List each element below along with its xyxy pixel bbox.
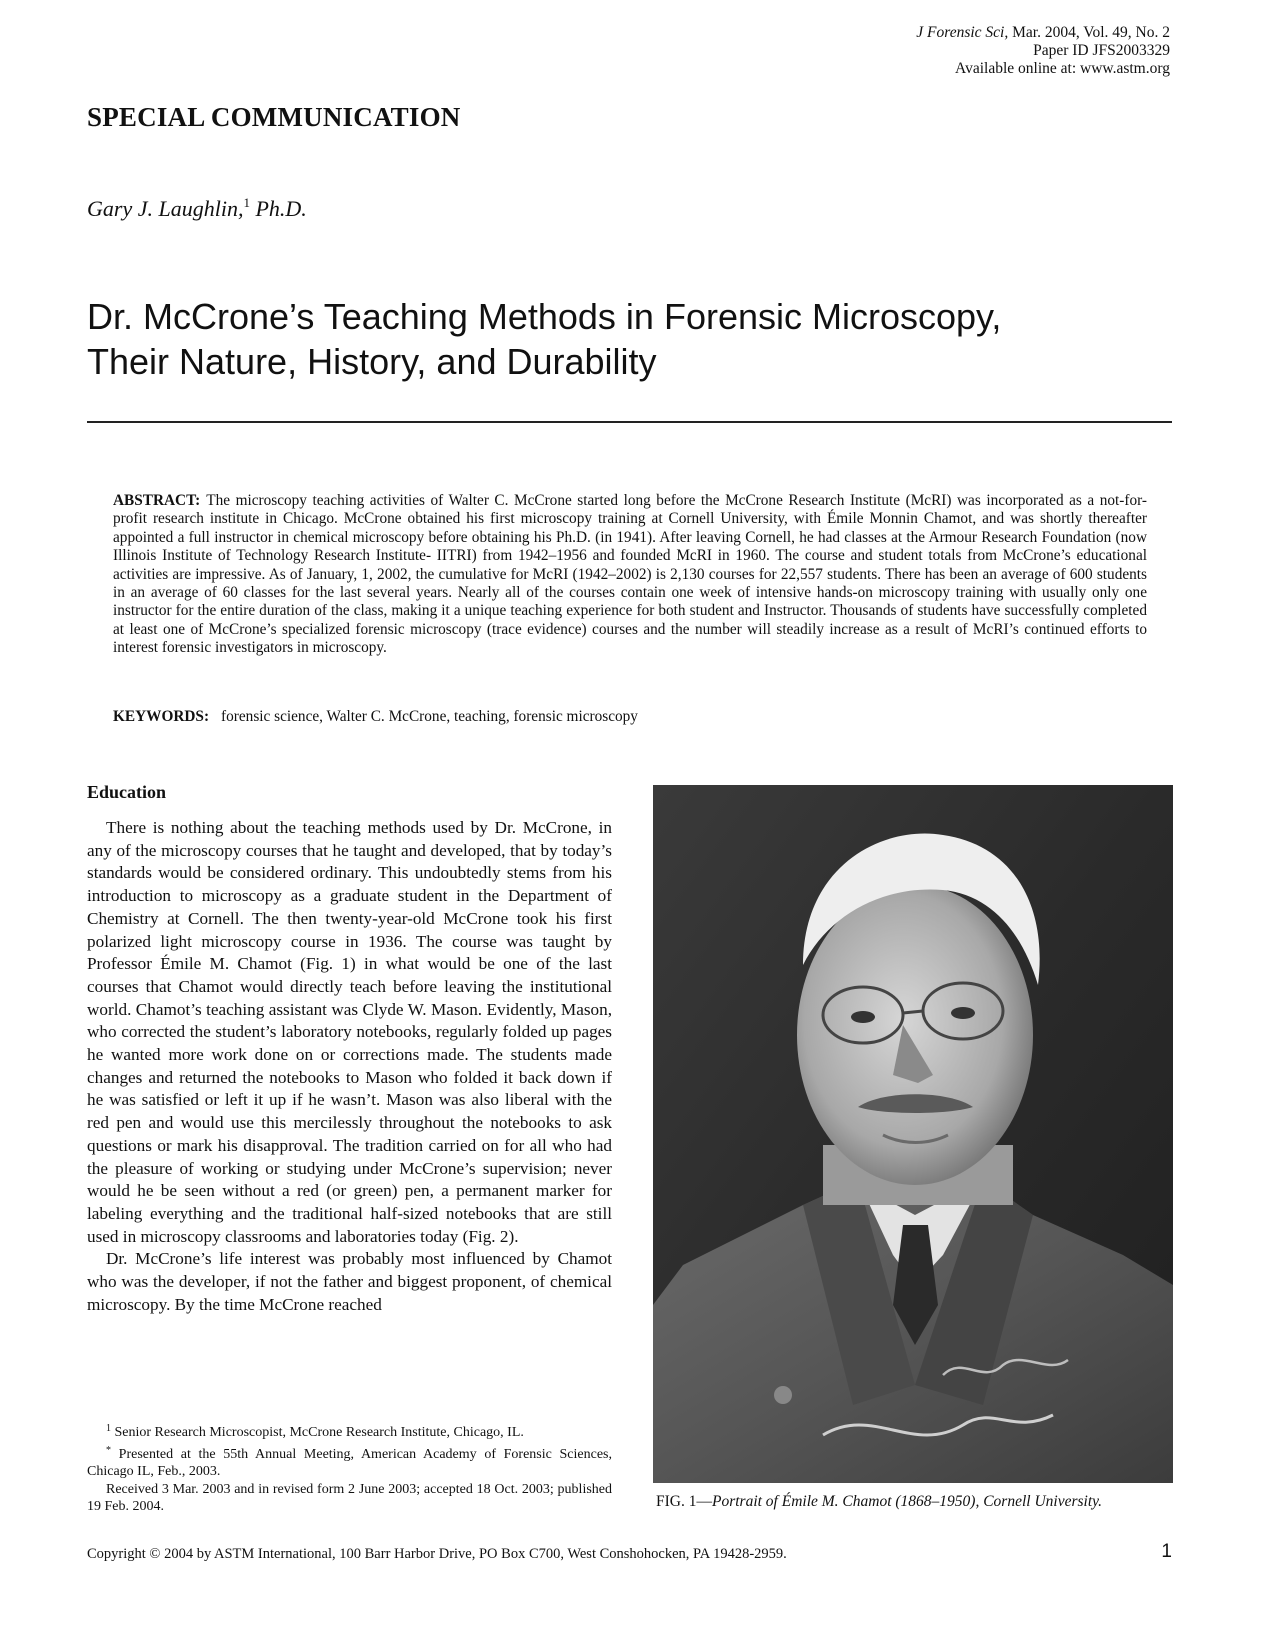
copyright-footer: Copyright © 2004 by ASTM International, 100 Barr Harbor Drive, PO Box C700, West Conshohocken, PA 19428-2959. xyxy=(87,1546,787,1562)
footnote-2 xyxy=(87,1442,612,1481)
section-label: SPECIAL COMMUNICATION xyxy=(87,102,461,132)
title-line-2: Their Nature, History, and Durability xyxy=(87,341,657,383)
author-line xyxy=(87,195,307,222)
figure-caption xyxy=(656,1493,1102,1511)
received-dates: Received 3 Mar. 2003 and in revised form 2 June 2003; accepted 18 Oct. 2003; published 19 Feb. 2004. xyxy=(87,1481,612,1514)
figure-label: FIG. 1— xyxy=(656,1493,712,1510)
author-degree: Ph.D. xyxy=(249,196,307,221)
page-number: 1 xyxy=(1161,1541,1172,1562)
keywords-text: forensic science, Walter C. McCrone, teaching, forensic microscopy xyxy=(221,708,638,725)
body-paragraph: Dr. McCrone’s life interest was probably most influenced by Chamot who was the developer, if not the father and biggest proponent, of chemical microscopy. By the time McCrone reached xyxy=(87,1249,612,1314)
body-paragraph: There is nothing about the teaching methods used by Dr. McCrone, in any of the microscopy courses that he taught and developed, that by today’s standards would be considered ordinary. This undoubtedly stems from his introduction to microscopy as a graduate student in the Department of Chemistry at Cornell. The then twenty-year-old McCrone took his first polarized light microscopy course in 1936. The course was taught by Professor Émile M. Chamot (Fig. 1) in what would be one of the last courses that Chamot would directly teach before leaving the institutional world. Chamot’s teaching assistant was Clyde W. Mason. Evidently, Mason, who corrected the student’s laboratory notebooks, regularly folded up pages he wanted more work done on or corrections made. The students made changes and returned the notebooks to Mason who folded it back down if he was satisfied or left it up if he wasn’t. Mason was also liberal with the red pen and would use this mercilessly throughout the notebooks to ask questions or mark his disapproval. The tradition carried on for all who had the pleasure of working or studying under McCrone’s supervision; never would he be seen without a red (or green) pen, a permanent marker for labeling everything and the traditional half-sized notebooks that are still used in microscopy classrooms and laboratories today (Fig. 2). xyxy=(87,818,612,1246)
abstract-label: ABSTRACT: xyxy=(113,492,201,509)
abstract-text: The microscopy teaching activities of Walter C. McCrone started long before the McCrone Research Institute (McRI) was incorporated as a not-for-profit research institute in Chicago. McCrone obtained his first microscopy training at Cornell University, with Émile Monnin Chamot, and was shortly thereafter appointed a full instructor in chemical microscopy before obtaining his Ph.D. (in 1941). After leaving Cornell, he had classes at the Armour Research Foundation (now Illinois Institute of Technology Research Institute- IITRI) from 1942–1956 and founded McRI in 1960. The course and student totals from McCrone’s educational activities are impressive. As of January, 1, 2002, the cumulative for McRI (1942–2002) is 2,130 courses for 22,557 students. There has been an average of 600 students in an average of 60 classes for the last several years. Nearly all of the courses contain one week of intensive hands-on microscopy training with usually only one instructor for the entire duration of the class, making it a unique teaching experience for both student and Instructor. Thousands of students have successfully completed at least one of McCrone’s specialized forensic microscopy (trace evidence) courses and the number will steadily increase as a result of McRI’s continued efforts to interest forensic investigators in microscopy. xyxy=(113,492,1147,657)
author-footnote-mark: 1 xyxy=(243,195,250,210)
title-line-1: Dr. McCrone’s Teaching Methods in Forensic Microscopy, xyxy=(87,296,1002,338)
keywords-label: KEYWORDS: xyxy=(113,708,210,725)
figure-caption-text: Portrait of Émile M. Chamot (1868–1950), Cornell University. xyxy=(711,1493,1103,1510)
portrait-image xyxy=(653,785,1173,1483)
footnote-1 xyxy=(87,1420,612,1442)
portrait-photo xyxy=(653,785,1173,1483)
section-heading-education: Education xyxy=(87,782,167,802)
keywords xyxy=(113,708,638,726)
title-divider xyxy=(87,421,1172,423)
paper-id: Paper ID JFS2003329 xyxy=(1033,42,1170,59)
journal-citation xyxy=(916,24,1170,42)
footnote-2-text: Presented at the 55th Annual Meeting, American Academy of Forensic Sciences, Chicago IL, Feb., 2003. xyxy=(87,1446,612,1479)
journal-name: J Forensic Sci, xyxy=(916,24,1009,41)
journal-issue: Mar. 2004, Vol. 49, No. 2 xyxy=(1008,24,1170,41)
footnote-1-mark: 1 xyxy=(106,1423,111,1434)
footnote-1-text: Senior Research Microscopist, McCrone Research Institute, Chicago, IL. xyxy=(111,1425,524,1440)
availability-note: Available online at: www.astm.org xyxy=(955,60,1170,77)
footnotes xyxy=(87,1420,612,1516)
footnote-2-mark: * xyxy=(106,1444,111,1456)
paper-title xyxy=(87,294,1001,384)
body-column xyxy=(87,782,612,1316)
author-name: Gary J. Laughlin, xyxy=(87,196,244,221)
journal-header xyxy=(916,24,1170,78)
abstract xyxy=(113,492,1147,658)
